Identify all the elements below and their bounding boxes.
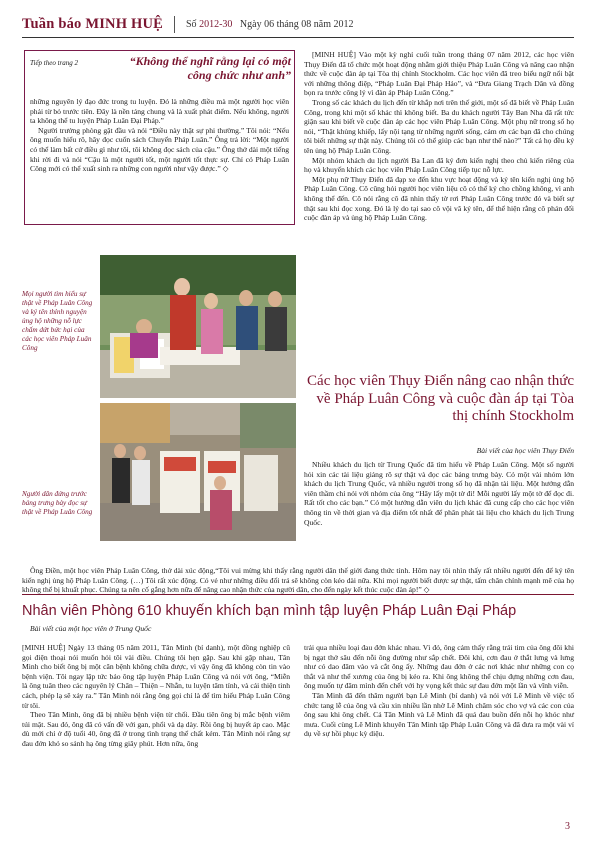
paragraph: trải qua nhiều loại đau đớn khác nhau. Vì đó, ông cảm thấy rằng trái tim của ông đôi khi bị ngạt thở sâu đến nỗi ông đường như sắp chết. Đôi khi, cơn đau ở thắt lưng và lưng như có dao đâm vào và cắt ông ấy. Những đau đớn ở các nơi khác như những con cọ thắt và như thể xương của ông bị kéo ra. Khi ông không thể chịu đựng những cơn đau, ông muốn tự đâm mình đến chết với hy vọng kết thúc sự đau đớn một lần và vĩnh viễn. [304, 643, 574, 691]
paragraph: [MINH HUỆ] Vào một kỳ nghỉ cuối tuần trong tháng 07 năm 2012, các học viên Thụy Điển đã tổ chức một hoạt động nhằm giới thiệu Pháp Luân Công và nâng cao nhận thức về cuộc đàn áp tại Tòa thị chính Stockholm. Các học viên đã treo biểu ngữ nổi bật với những thông điệp, “Pháp Luân Đại Pháp Hảo”, và “Đưa Giang Trạch Dân và đồng bọn ra trước công lý vì đàn áp Pháp Luân Công.” [304, 50, 574, 98]
issue-info [186, 19, 354, 30]
boxed-article-title: “Không thể nghĩ rằng lại có một công chức như anh” [129, 54, 291, 82]
boxed-article [24, 50, 295, 225]
article2-title: Nhân viên Phòng 610 khuyến khích bạn mình tập luyện Pháp Luân Đại Pháp [22, 603, 517, 619]
continued-note: Tiếp theo trang 2 [30, 59, 79, 67]
masthead [22, 14, 574, 36]
paragraph: Tân Minh đã đến thăm người bạn Lê Minh (bí danh) và nói với Lê Minh về việc tổ chức tang lễ của ông và cầu xin nhiều lần nhờ Lê Minh chăm sóc cho vợ và các con của ông sau khi ông chết. Cả Tân Minh và Lê Minh đã quá đau buồn đến nỗi họ khóc như mưa. Cuối cùng Lê Minh khuyên Tân Minh tập Pháp Luân Công và đã đưa ra một vài ví dụ về sự hồi phục kỳ diệu. [304, 690, 574, 739]
photo-display-boards [100, 403, 296, 541]
main-article-byline: Bài viết của học viên Thụy Điển [476, 446, 574, 455]
paragraph: Nhiều khách du lịch từ Trung Quốc đã tìm hiểu về Pháp Luân Công. Một số người hỏi xin các tài liệu giảng rõ sự thật và đọc các bảng trưng bày. Có một vài nhóm lớn khách du lịch Trung Quốc, và nhiều người trong số họ đã nhận tài liệu. Một hướng dẫn viên thầm chỉ nói với nhóm của ông “Hãy lấy một tờ đi! Mỗi người lấy một tờ để đọc đi. Rất tốt cho các bạn.” Có một hướng dẫn viên du lịch khác đã cung cấp cho các học viên thông tin về thời gian và địa điểm tốt nhất để phân phát tài liệu cho khách du lịch Trung Quốc. [304, 460, 574, 527]
article2-byline: Bài viết của một học viên ở Trung Quốc [30, 624, 152, 633]
photo-display-boards-image [100, 403, 296, 541]
page-number: 3 [565, 821, 570, 832]
main-article-title: Các học viên Thụy Điển nâng cao nhận thức về Pháp Luân Công và cuộc đàn áp tại Tòa thị chính Stockholm [307, 373, 574, 424]
paragraph: Một nhóm khách du lịch người Ba Lan đã ký đơn kiến nghị theo chủ kiến riêng của họ và khuyến khích các học viên Pháp Luân Công tiếp tục nỗ lực. [304, 155, 574, 175]
masthead-rule [22, 37, 574, 38]
issue-prefix: Số [186, 19, 197, 30]
paragraph: [MINH HUỆ] Ngày 13 tháng 05 năm 2011, Tân Minh (bí danh), một đồng nghiệp cũ gọi điện thoại nói muốn hỏi tôi vài điều. Chúng tôi hẹn gặp. Sau khi gặp nhau, Tân Minh cho biết ông bị một căn bệnh không chữa được, vì vậy ông đã không còn tin vào bệnh viện. Tôi ngay lập tức bảo ông tập luyện Pháp Luân Công và nói với ông, “Miễn là ông tuân theo các nguyên lý Chân – Thiện – Nhẫn, tu luyện tâm tính, và cải thiện tinh cách, phép lạ sẽ xảy ra.” Tân Minh nói rằng ông gọi chỉ là để tìm hiểu Pháp Luân Công từ tôi. [22, 643, 290, 710]
boxed-article-body [30, 97, 289, 174]
paragraph: Theo Tân Minh, ông đã bị nhiều bệnh viện từ chối. Đầu tiên ông bị mắc bệnh viêm túi mật. Sau đó, ông đã có vấn đề với gan, phổi và dạ dày. Rồi ông bị huyết áp cao. Mặc dù mới chỉ ở độ tuổi 40, ông đã ở trong tình trạng thể chất kém. Tân Minh nói rằng sự đau đớn khó so sánh hạ ông từng giây phút. Hơn nữa, ông [22, 710, 290, 748]
issue-date: Ngày 06 tháng 08 năm 2012 [239, 19, 354, 30]
article2-column-2 [304, 643, 574, 739]
issue-number: 2012-30 [199, 19, 233, 30]
main-article-column-1 [304, 50, 574, 223]
main-article-column-2 [304, 460, 574, 527]
section-divider [22, 594, 574, 595]
masthead-divider [174, 16, 175, 33]
photo2-caption: Người dân đứng trước bảng trưng bày đọc sự thật về Pháp Luân Công [22, 490, 93, 516]
paragraph: Một phụ nữ Thụy Điển đã đạp xe đến khu vực hoạt động và ký tên kiến nghị ủng hộ Pháp Luân Công. Cô cũng hỏi người học viên liệu cô có thể ký cho chồng không, vì anh không thể đến. Cô nói rằng cô đã nhìn thấy tờ rơi Pháp Luân Công trước đó và biết sự thật sau khi đọc xong. Đó là lý do tại sao cô vội vã ký tên, để thể hiện rằng cô phản đối cuộc đàn áp và ủng hộ Pháp Luân Công. [304, 174, 574, 223]
paragraph: Người trưởng phòng gật đầu và nói “Điều này thật sự phi thường.” Tôi nói: “Nếu ông muốn hiểu rõ, hãy đọc cuốn sách Chuyển Pháp Luân.” Ông trả lời: “Một người có thể làm bất cứ điều gì như tôi, tôi không đọc sách của cậu.” Ông thở dài một tiếng khi rời đi và nói “Cậu là một người tốt, một người tốt thực sự. Chỉ có Pháp Luân Công mới có thể xuất sinh ra những con người như vậy được.” ◇ [30, 125, 289, 174]
paragraph: những nguyên lý đạo đức trong tu luyện. Đó là những điều mà một người học viên phải từ bỏ trước tiên. Đây là nền tảng chung và là xuất phát điểm. Nếu không, người ta không thể tu luyện Pháp Luân Đại Pháp.” [30, 97, 289, 126]
article2-column-1 [22, 643, 290, 749]
photo-petition-signing-image [100, 255, 296, 398]
paragraph: Trong số các khách du lịch đến từ khắp nơi trên thế giới, một số đã biết về Pháp Luân Công, trong khi một số khác thì không biết. Ba du khách người Tây Ban Nha đã rất tức giận sau khi biết về cuộc đàn áp các học viên Pháp Luân Công. Một phụ nữ trong số họ nói, “Thật khủng khiếp, lấy nội tạng từ những người sống, cảm ơn các bạn đã cho chúng tôi biết những sự thật này. Chúng tôi có thể giúp các bạn như thế nào?” Tất cả họ đều ký tên ủng hộ Pháp Luân Công. [304, 97, 574, 155]
photo-petition-signing [100, 255, 296, 398]
main-article-wide-paragraph [22, 566, 574, 595]
paragraph: Ông Điền, một học viên Pháp Luân Công, thở dài xúc động,“Tôi vui mừng khi thấy rằng người dân thế giới đang thức tỉnh. Hôm nay tôi nhìn thấy rất nhiều người đến để ký tên kiến nghị ủng hộ Pháp Luân Công. (…) Tôi rất xúc động. Có vẻ như những điều đối trá sẽ không còn kéo dài nữa. Khi mọi người biết được sự thật, tấm chăn chính mạnh mẽ của họ không thể bị khuất phục. Chúng ta nên cố gắng hơn nữa để nâng cao nhận thức của người dân, cho đến ngày kết thúc cuộc đàn áp!” ◇ [22, 566, 574, 595]
newspaper-title: Tuần báo MINH HUỆ [22, 16, 164, 32]
photo1-caption: Mọi người tìm hiểu sự thật về Pháp Luân Công và ký tên thỉnh nguyện ủng hộ những nỗ lực chấm dứt bức hại của các học viên Pháp Luân Công [22, 290, 93, 352]
